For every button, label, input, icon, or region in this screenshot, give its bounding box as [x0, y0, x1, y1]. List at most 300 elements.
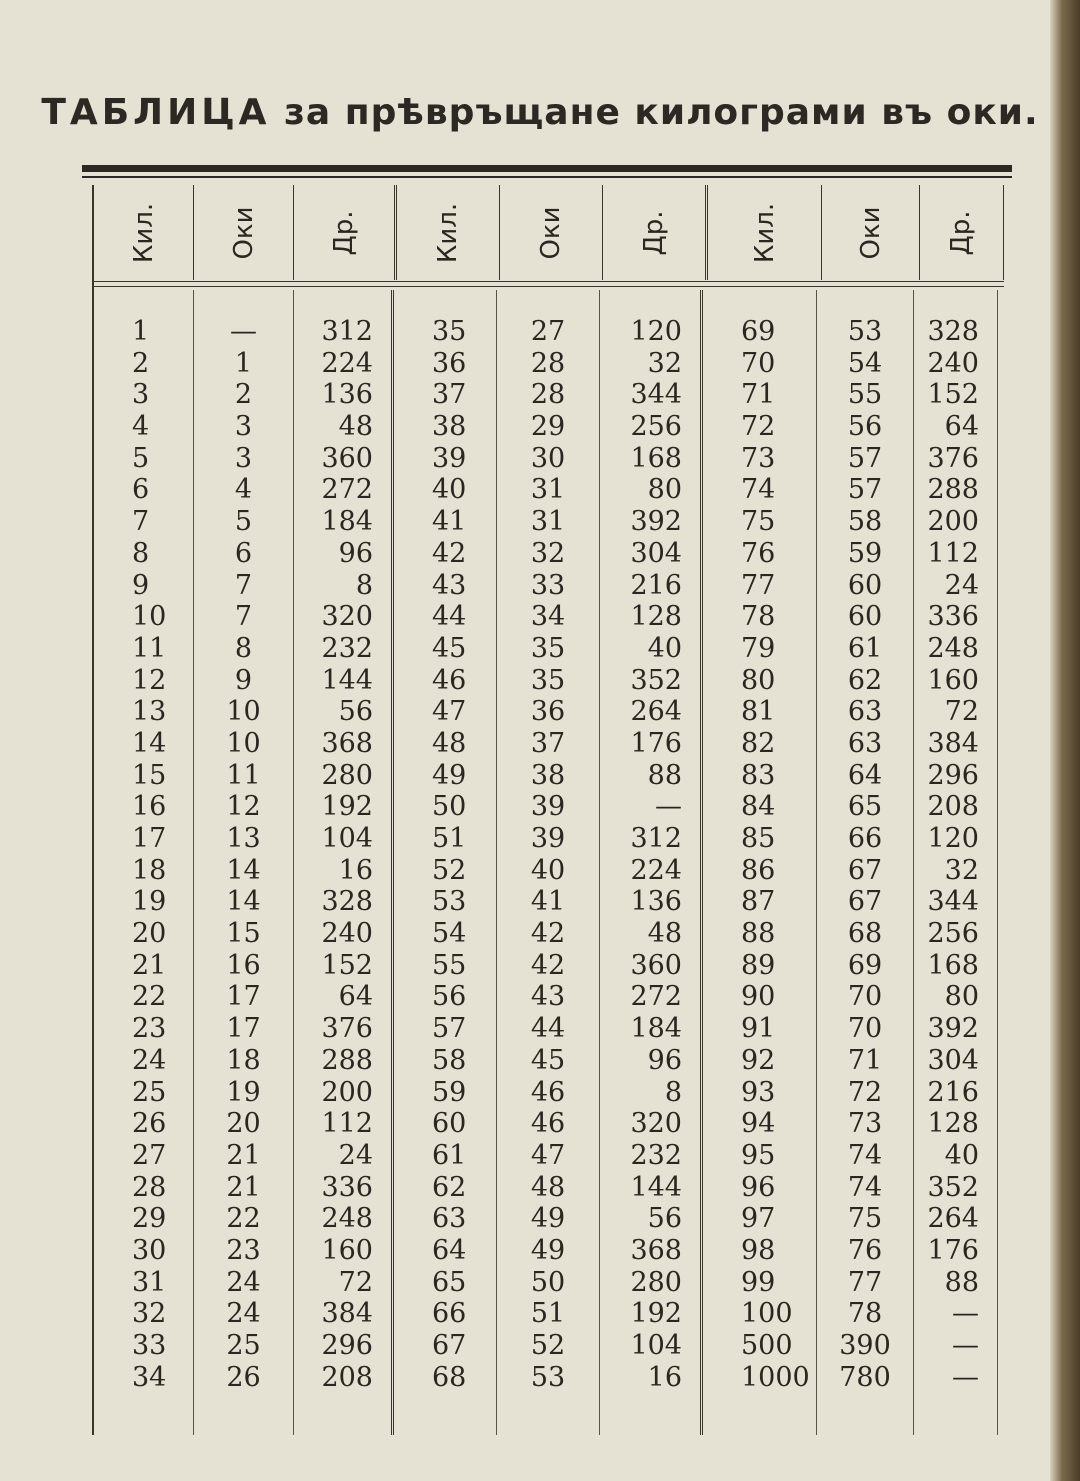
table-cell: 280: [321, 759, 373, 791]
table-cell: 14: [226, 854, 261, 886]
table-cell: 82: [741, 727, 776, 759]
table-cell: 51: [530, 1298, 566, 1330]
table-cell: 30: [530, 442, 566, 474]
table-cell: 9: [132, 569, 150, 601]
table-cell: 7: [234, 569, 253, 601]
table-cell: 90: [741, 981, 776, 1013]
table-cell: 70: [741, 347, 776, 379]
table-cell: 392: [630, 506, 682, 538]
table-body: [94, 290, 1004, 1435]
header-kil-1: Кил.: [94, 185, 194, 280]
table-cell: 29: [530, 411, 566, 443]
table-cell: 38: [432, 411, 467, 443]
table-cell: 200: [321, 1076, 373, 1108]
table-cell: 26: [132, 1108, 167, 1140]
table-cell: 32: [530, 537, 566, 569]
table-cell: 74: [847, 1139, 883, 1171]
table-cell: 86: [741, 854, 776, 886]
table-cell: 60: [432, 1108, 467, 1140]
table-cell: 120: [927, 823, 979, 854]
table-cell: 232: [321, 632, 373, 664]
table-cell: 296: [321, 1330, 373, 1361]
table-cell: 25: [226, 1330, 261, 1361]
table-cell: 62: [432, 1171, 467, 1203]
table-cell: 54: [432, 918, 467, 950]
table-cell: 376: [927, 442, 979, 474]
table-cell: 128: [630, 601, 682, 633]
table-cell: 67: [432, 1330, 467, 1361]
table-cell: 64: [432, 1234, 467, 1266]
table-cell: 80: [944, 981, 979, 1013]
table-cell: 53: [847, 316, 883, 347]
table-cell: 18: [132, 854, 167, 886]
table-cell: 72: [847, 1076, 883, 1108]
table-cell: 47: [432, 696, 467, 728]
table-cell: 184: [630, 1013, 682, 1045]
table-cell: 31: [530, 506, 566, 538]
table-cell: 31: [132, 1266, 167, 1298]
table-cell: 13: [226, 823, 261, 854]
table-cell: 63: [847, 727, 883, 759]
table-cell: 48: [647, 918, 682, 950]
table-cell: 392: [927, 1013, 979, 1045]
table-cell: 46: [530, 1108, 566, 1140]
table-cell: 160: [321, 1234, 373, 1266]
table-cell: 89: [741, 949, 776, 981]
table-cell: 5: [234, 506, 253, 538]
table-cell: 40: [944, 1139, 979, 1171]
table-cell: 208: [927, 791, 979, 823]
table-cell: 30: [132, 1234, 167, 1266]
table-cell: 11: [132, 632, 167, 664]
table-cell: 104: [321, 823, 373, 854]
table-cell: 83: [741, 759, 776, 791]
table-cell: 19: [226, 1076, 261, 1108]
col-oki-1: [194, 290, 294, 1435]
table-cell: 312: [630, 823, 682, 854]
table-cell: 92: [741, 1044, 776, 1076]
table-cell: 96: [741, 1171, 776, 1203]
table-cell: 272: [321, 474, 373, 506]
table-cell: 22: [226, 1203, 261, 1235]
table-cell: 70: [847, 981, 883, 1013]
table-cell: 63: [847, 696, 883, 728]
col-dr-3: [914, 290, 998, 1435]
table-cell: 71: [741, 379, 776, 411]
table-cell: 19: [132, 886, 167, 918]
table-cell: 304: [927, 1044, 979, 1076]
table-cell: 34: [132, 1361, 167, 1393]
table-cell: 41: [530, 886, 566, 918]
table-cell: 66: [432, 1298, 467, 1330]
table-cell: 94: [741, 1108, 776, 1140]
table-cell: 328: [927, 316, 979, 347]
table-cell: 91: [741, 1013, 776, 1045]
table-cell: 65: [847, 791, 883, 823]
table-cell: 240: [321, 918, 373, 950]
table-cell: 160: [927, 664, 979, 696]
table-cell: —: [952, 1330, 979, 1361]
table-cell: 46: [530, 1076, 566, 1108]
table-cell: 28: [132, 1171, 167, 1203]
table-cell: 96: [647, 1044, 682, 1076]
table-cell: 32: [132, 1298, 167, 1330]
table-cell: 88: [741, 918, 776, 950]
table-cell: 35: [530, 664, 566, 696]
table-cell: 45: [530, 1044, 566, 1076]
table-cell: 16: [226, 949, 261, 981]
table-cell: 8: [664, 1076, 682, 1108]
page-title: [0, 92, 1080, 133]
table-cell: 49: [530, 1234, 566, 1266]
table-cell: 264: [630, 696, 682, 728]
table-cell: 192: [630, 1298, 682, 1330]
table-cell: 43: [530, 981, 566, 1013]
table-cell: 29: [132, 1203, 167, 1235]
table-cell: 500: [741, 1330, 793, 1361]
table-cell: 27: [530, 316, 566, 347]
header-dr-1: Др.: [294, 185, 396, 280]
table-cell: 56: [847, 411, 883, 443]
table-cell: —: [952, 1298, 979, 1330]
table-cell: 23: [226, 1234, 261, 1266]
table-cell: 104: [630, 1330, 682, 1361]
table-cell: 344: [630, 379, 682, 411]
table-cell: 368: [630, 1234, 682, 1266]
table-cell: 248: [927, 632, 979, 664]
table-cell: 52: [530, 1330, 566, 1361]
table-cell: 77: [741, 569, 776, 601]
col-kil-3: [703, 290, 817, 1435]
table-cell: 61: [432, 1139, 467, 1171]
table-cell: 36: [530, 696, 566, 728]
table-cell: 16: [647, 1361, 682, 1393]
table-cell: 36: [432, 347, 467, 379]
table-cell: 55: [847, 379, 883, 411]
table-cell: 53: [530, 1361, 566, 1393]
table-cell: 24: [226, 1266, 261, 1298]
table-cell: 58: [847, 506, 883, 538]
table-cell: 33: [530, 569, 566, 601]
table-cell: 62: [847, 664, 883, 696]
table-cell: 39: [530, 791, 566, 823]
table-cell: 81: [741, 696, 776, 728]
table-cell: 79: [741, 632, 776, 664]
table-cell: 152: [927, 379, 979, 411]
table-cell: 368: [321, 727, 373, 759]
table-cell: 44: [432, 601, 467, 633]
table-cell: 16: [132, 791, 167, 823]
table-cell: 1000: [741, 1361, 810, 1393]
table-cell: 272: [630, 981, 682, 1013]
table-cell: 49: [530, 1203, 566, 1235]
title-rest: за прѣвръщане килограми въ оки.: [270, 92, 1039, 133]
table-cell: 46: [432, 664, 467, 696]
table-cell: 17: [132, 823, 167, 854]
table-cell: 240: [927, 347, 979, 379]
table-cell: 1: [132, 316, 150, 347]
table-cell: 67: [847, 854, 883, 886]
table-cell: 84: [741, 791, 776, 823]
table-cell: 97: [741, 1203, 776, 1235]
table-cell: 57: [432, 1013, 467, 1045]
table-cell: 12: [132, 664, 167, 696]
table-cell: 3: [234, 411, 253, 443]
conversion-table: [92, 185, 1004, 1435]
header-oki-2: Оки: [500, 185, 603, 280]
table-cell: 256: [630, 411, 682, 443]
header-kil-3: Кил.: [708, 185, 822, 280]
table-cell: 56: [647, 1203, 682, 1235]
table-cell: 48: [338, 411, 373, 443]
table-cell: 45: [432, 632, 467, 664]
table-cell: 136: [321, 379, 373, 411]
table-cell: 65: [432, 1266, 467, 1298]
table-cell: 67: [847, 886, 883, 918]
table-cell: 384: [321, 1298, 373, 1330]
table-cell: 60: [847, 569, 883, 601]
table-cell: 264: [927, 1203, 979, 1235]
col-kil-2: [394, 290, 497, 1435]
table-cell: 336: [927, 601, 979, 633]
table-cell: 43: [432, 569, 467, 601]
table-cell: 8: [132, 537, 150, 569]
table-cell: 35: [530, 632, 566, 664]
table-cell: 31: [530, 474, 566, 506]
table-cell: 58: [432, 1044, 467, 1076]
table-cell: 69: [741, 316, 776, 347]
table-cell: 22: [132, 981, 167, 1013]
table-cell: 32: [647, 347, 682, 379]
table-cell: 72: [338, 1266, 373, 1298]
table-cell: 15: [132, 759, 167, 791]
table-cell: 48: [432, 727, 467, 759]
table-cell: 13: [132, 696, 167, 728]
table-cell: 6: [132, 474, 150, 506]
table-cell: 75: [847, 1203, 883, 1235]
table-cell: 112: [321, 1108, 373, 1140]
table-cell: 21: [132, 949, 167, 981]
table-cell: 320: [630, 1108, 682, 1140]
table-cell: 37: [530, 727, 566, 759]
header-oki-3: Оки: [822, 185, 919, 280]
table-cell: 63: [432, 1203, 467, 1235]
table-cell: 184: [321, 506, 373, 538]
table-cell: 53: [432, 886, 467, 918]
table-cell: 224: [630, 854, 682, 886]
table-cell: 10: [226, 727, 261, 759]
table-cell: 200: [927, 506, 979, 538]
table-cell: —: [655, 791, 682, 823]
table-cell: 80: [647, 474, 682, 506]
table-cell: 208: [321, 1361, 373, 1393]
table-cell: 57: [847, 474, 883, 506]
table-cell: 50: [530, 1266, 566, 1298]
table-cell: 87: [741, 886, 776, 918]
table-cell: 59: [432, 1076, 467, 1108]
table-cell: 7: [234, 601, 253, 633]
table-cell: 34: [530, 601, 566, 633]
table-cell: 25: [132, 1076, 167, 1108]
table-cell: 93: [741, 1076, 776, 1108]
table-cell: 42: [530, 949, 566, 981]
table-cell: 12: [226, 791, 261, 823]
table-cell: 60: [847, 601, 883, 633]
table-cell: 304: [630, 537, 682, 569]
table-cell: 176: [927, 1234, 979, 1266]
table-cell: 14: [132, 727, 167, 759]
header-rule: [94, 281, 1004, 287]
table-cell: 256: [927, 918, 979, 950]
table-cell: 17: [226, 1013, 261, 1045]
table-cell: 88: [647, 759, 682, 791]
table-cell: 352: [630, 664, 682, 696]
table-cell: 11: [226, 759, 261, 791]
header-dr-3: Др.: [920, 185, 1004, 280]
table-cell: 66: [847, 823, 883, 854]
table-cell: 77: [847, 1266, 883, 1298]
table-cell: 69: [847, 949, 883, 981]
table-cell: 72: [741, 411, 776, 443]
table-cell: 4: [234, 474, 253, 506]
table-cell: 28: [530, 347, 566, 379]
table-cell: 7: [132, 506, 150, 538]
table-cell: 288: [927, 474, 979, 506]
table-cell: 18: [226, 1044, 261, 1076]
table-cell: —: [952, 1361, 979, 1393]
table-cell: 384: [927, 727, 979, 759]
table-cell: 68: [847, 918, 883, 950]
header-kil-2: Кил.: [397, 185, 500, 280]
table-cell: 21: [226, 1171, 261, 1203]
table-cell: 57: [847, 442, 883, 474]
table-cell: 56: [338, 696, 373, 728]
table-cell: —: [230, 316, 257, 347]
table-cell: 288: [321, 1044, 373, 1076]
table-cell: 71: [847, 1044, 883, 1076]
table-cell: 9: [234, 664, 253, 696]
table-cell: 376: [321, 1013, 373, 1045]
table-cell: 6: [234, 537, 253, 569]
table-cell: 85: [741, 823, 776, 854]
table-cell: 64: [944, 411, 979, 443]
table-cell: 59: [847, 537, 883, 569]
table-cell: 56: [432, 981, 467, 1013]
table-cell: 24: [944, 569, 979, 601]
table-cell: 224: [321, 347, 373, 379]
table-cell: 192: [321, 791, 373, 823]
col-oki-3: [817, 290, 914, 1435]
table-cell: 216: [630, 569, 682, 601]
table-cell: 61: [847, 632, 883, 664]
table-cell: 95: [741, 1139, 776, 1171]
table-cell: 51: [432, 823, 467, 854]
table-cell: 28: [530, 379, 566, 411]
table-cell: 88: [944, 1266, 979, 1298]
table-cell: 76: [847, 1234, 883, 1266]
table-cell: 99: [741, 1266, 776, 1298]
table-cell: 152: [321, 949, 373, 981]
table-cell: 40: [647, 632, 682, 664]
table-cell: 52: [432, 854, 467, 886]
table-cell: 21: [226, 1139, 261, 1171]
table-cell: 74: [847, 1171, 883, 1203]
table-cell: 352: [927, 1171, 979, 1203]
table-cell: 73: [847, 1108, 883, 1140]
table-cell: 344: [927, 886, 979, 918]
col-dr-1: [294, 290, 394, 1435]
table-cell: 38: [530, 759, 566, 791]
table-cell: 3: [234, 442, 253, 474]
table-cell: 37: [432, 379, 467, 411]
table-cell: 54: [847, 347, 883, 379]
table-cell: 42: [530, 918, 566, 950]
table-cell: 74: [741, 474, 776, 506]
table-cell: 320: [321, 601, 373, 633]
table-cell: 42: [432, 537, 467, 569]
table-cell: 100: [741, 1298, 793, 1330]
table-cell: 26: [226, 1361, 261, 1393]
table-cell: 33: [132, 1330, 167, 1361]
table-cell: 8: [355, 569, 373, 601]
table-cell: 1: [234, 347, 253, 379]
table-cell: 75: [741, 506, 776, 538]
table-cell: 76: [741, 537, 776, 569]
table-cell: 98: [741, 1234, 776, 1266]
table-cell: 17: [226, 981, 261, 1013]
top-rule-thick: [82, 165, 1012, 172]
table-cell: 64: [338, 981, 373, 1013]
table-cell: 3: [132, 379, 150, 411]
table-cell: 780: [839, 1361, 891, 1393]
table-cell: 10: [132, 601, 167, 633]
table-cell: 73: [741, 442, 776, 474]
table-cell: 168: [630, 442, 682, 474]
table-cell: 49: [432, 759, 467, 791]
table-cell: 20: [132, 918, 167, 950]
top-rule-thin: [82, 176, 1012, 178]
table-cell: 390: [839, 1330, 891, 1361]
table-cell: 328: [321, 886, 373, 918]
table-cell: 55: [432, 949, 467, 981]
table-cell: 2: [132, 347, 150, 379]
table-cell: 136: [630, 886, 682, 918]
table-cell: 20: [226, 1108, 261, 1140]
table-cell: 14: [226, 886, 261, 918]
table-cell: 50: [432, 791, 467, 823]
table-cell: 32: [944, 854, 979, 886]
table-cell: 64: [847, 759, 883, 791]
table-cell: 15: [226, 918, 261, 950]
table-header: [94, 185, 1004, 280]
table-cell: 10: [226, 696, 261, 728]
col-oki-2: [497, 290, 600, 1435]
table-cell: 5: [132, 442, 150, 474]
table-cell: 47: [530, 1139, 566, 1171]
table-cell: 44: [530, 1013, 566, 1045]
table-cell: 360: [321, 442, 373, 474]
table-cell: 216: [927, 1076, 979, 1108]
table-cell: 78: [741, 601, 776, 633]
table-cell: 24: [338, 1139, 373, 1171]
title-lead: ТАБЛИЦА: [41, 92, 271, 133]
table-cell: 48: [530, 1171, 566, 1203]
table-cell: 336: [321, 1171, 373, 1203]
table-cell: 248: [321, 1203, 373, 1235]
page-edge: [1050, 0, 1080, 1481]
table-cell: 24: [132, 1044, 167, 1076]
table-cell: 2: [234, 379, 253, 411]
